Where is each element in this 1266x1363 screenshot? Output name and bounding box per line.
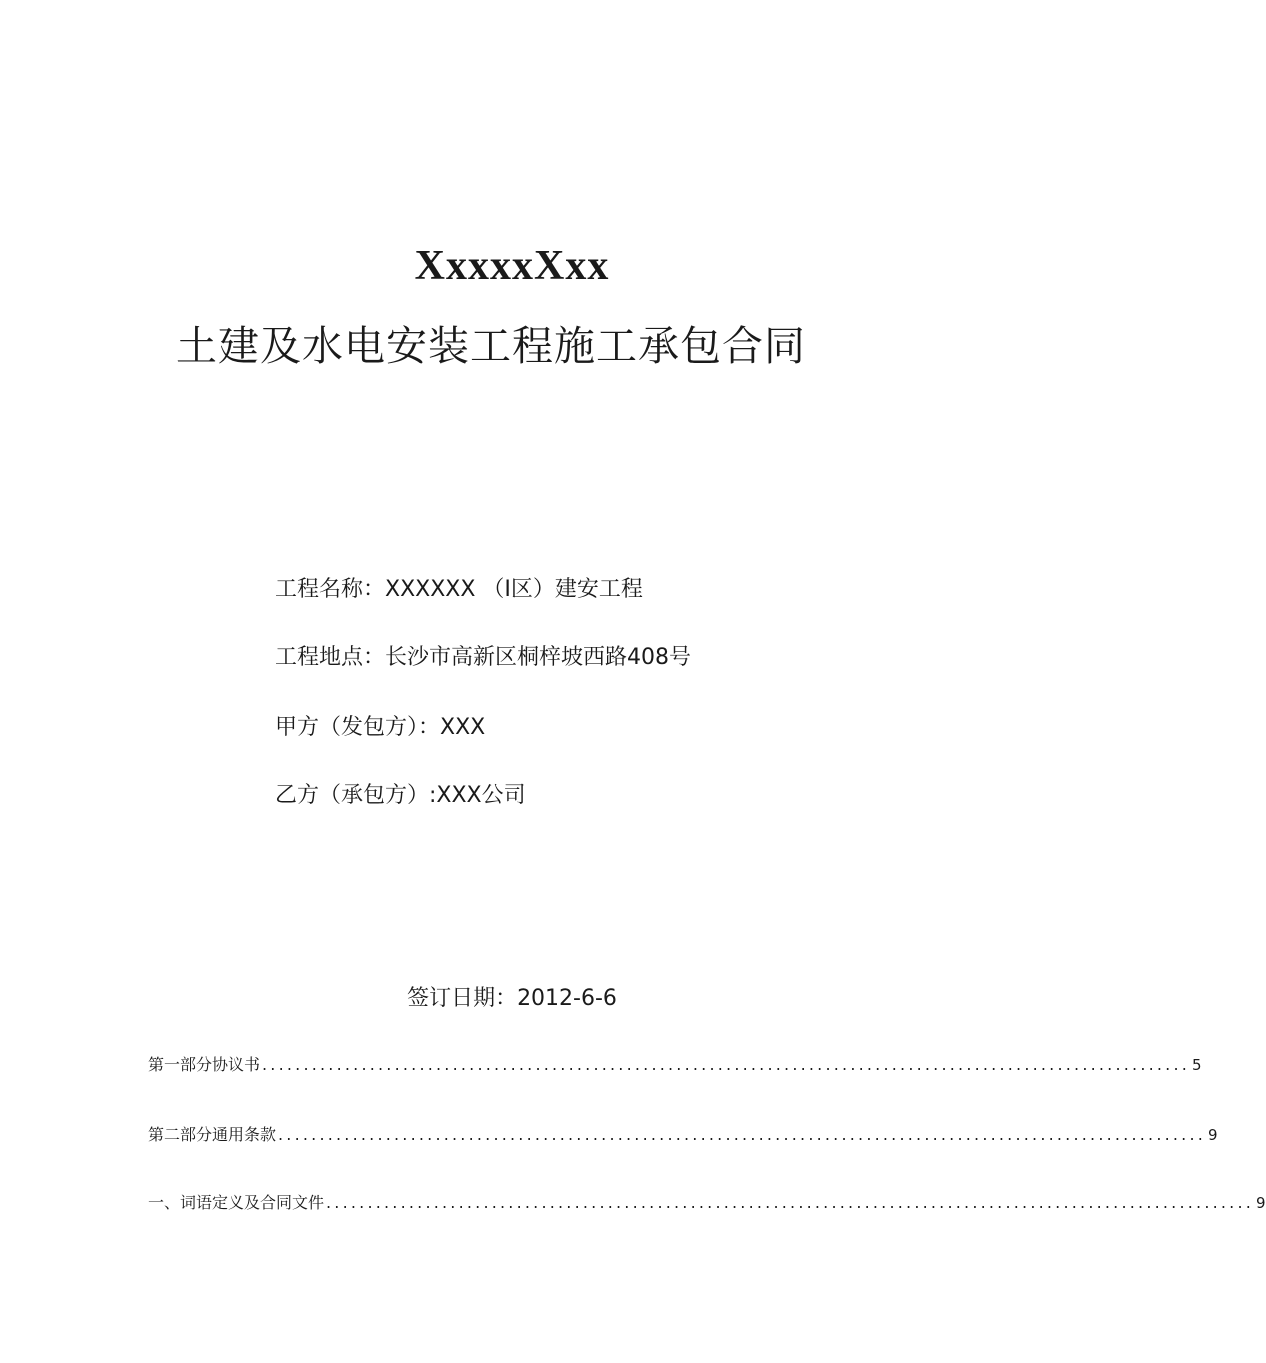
- toc-leader-dots: ................................................................................................................: [326, 1193, 1255, 1212]
- toc-entry-page: 9: [1256, 1194, 1266, 1212]
- toc-leader-dots: ................................................................................................................: [262, 1055, 1191, 1074]
- party-a: 甲方（发包方）：XXX: [275, 715, 486, 740]
- cover-title-english: XxxxxXxx: [414, 243, 610, 289]
- toc-entry-label: 第一部分协议书: [148, 1055, 261, 1074]
- project-location: 工程地点：长沙市高新区桐梓坡西路408号: [275, 645, 691, 670]
- party-b: 乙方（承包方）:XXX公司: [275, 783, 526, 808]
- toc-entry[interactable]: [148, 1188, 1266, 1214]
- toc-entry[interactable]: [148, 1120, 1218, 1146]
- toc-entry-page: 9: [1208, 1126, 1218, 1144]
- cover-title-chinese: 土建及水电安装工程施工承包合同: [176, 322, 806, 370]
- project-name: 工程名称：XXXXXX （I区）建安工程: [275, 577, 643, 602]
- toc-entry-label: 一、词语定义及合同文件: [148, 1193, 325, 1212]
- toc-entry[interactable]: [148, 1050, 1202, 1076]
- toc-entry-label: 第二部分通用条款: [148, 1125, 277, 1144]
- toc-leader-dots: ................................................................................................................: [278, 1125, 1207, 1144]
- signing-date: 签订日期：2012-6-6: [407, 986, 617, 1011]
- toc-entry-page: 5: [1192, 1056, 1202, 1074]
